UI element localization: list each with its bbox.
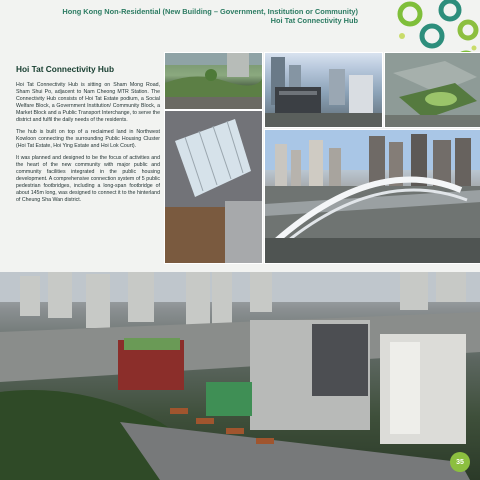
article-heading: Hoi Tat Connectivity Hub bbox=[16, 64, 115, 74]
header-title-line2: Hoi Tat Connectivity Hub bbox=[270, 15, 358, 25]
photo-podium-garden bbox=[164, 52, 263, 110]
article-paragraph-3: It was planned and designed to be the focus of activities and the heart of the new community with major public and community facilities integrated in the public housing development. A comprehensive connection system of 5 public pedestrian footbridges, including a long-span footbridge of about 145m long, was designed to connect it to the hinterland of Cheung Sha Wan district. bbox=[16, 154, 160, 203]
photo-interior-atrium bbox=[164, 110, 263, 264]
page-number-badge: 35 bbox=[450, 452, 470, 472]
photo-footbridge bbox=[264, 129, 480, 264]
photo-tower-exterior bbox=[264, 52, 383, 128]
article-text bbox=[16, 64, 160, 269]
photo-aerial-rooftop bbox=[384, 52, 480, 128]
photo-aerial-overview bbox=[0, 272, 480, 480]
header-title bbox=[62, 8, 358, 25]
article-paragraph-1: Hoi Tat Connectivity Hub is sitting on Sham Mong Road, Sham Shui Po, adjacent to Nam Cheong MTR Station. The Connectivity Hub consists of Hoi Tat Estate podium, a Social Welfare Block, a Government Institution/ Community Block, a Market Block and a Public Transport Interchange, to serve the district and fulfil the daily needs of the residents. bbox=[16, 82, 160, 123]
header-title-line1: Hong Kong Non-Residential (New Building – Government, Institution or Community) bbox=[62, 7, 358, 16]
article-paragraph-2: The hub is built on top of a reclaimed land in Northwest Kowloon connecting the surrounding Public Housing Cluster (Hoi Tat Estate, Hoi Ying Estate and Hoi Lok Court). bbox=[16, 128, 160, 149]
